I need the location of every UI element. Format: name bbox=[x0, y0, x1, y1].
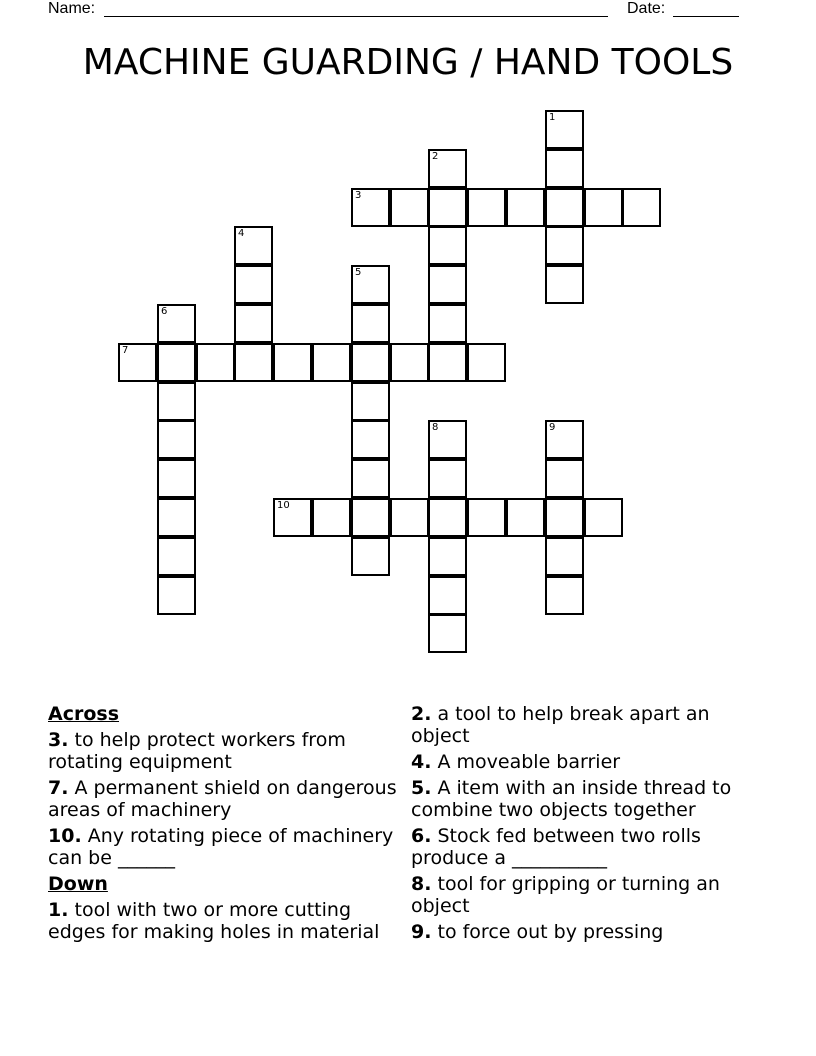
clue-item bbox=[411, 825, 766, 869]
clue-item-text: A permanent shield on dangerous areas of machinery bbox=[48, 777, 397, 821]
grid-cell[interactable] bbox=[506, 188, 545, 227]
grid-cell[interactable] bbox=[234, 304, 273, 343]
grid-cell[interactable] bbox=[545, 576, 584, 615]
name-label: Name: bbox=[48, 0, 96, 17]
grid-cell[interactable] bbox=[157, 576, 196, 615]
clue-item bbox=[411, 751, 766, 773]
clue-item bbox=[48, 777, 403, 821]
grid-cell[interactable] bbox=[545, 537, 584, 576]
clue-item bbox=[411, 777, 766, 821]
clue-item-text: to force out by pressing bbox=[431, 921, 664, 943]
grid-cell[interactable] bbox=[545, 110, 584, 149]
grid-cell[interactable] bbox=[157, 343, 196, 382]
clue-item-text: Stock fed between two rolls produce a __________ bbox=[411, 825, 701, 869]
grid-cell[interactable] bbox=[545, 420, 584, 459]
clue-item bbox=[48, 729, 403, 773]
clue-item-number: 2. bbox=[411, 703, 432, 725]
clue-item-number: 4. bbox=[411, 751, 432, 773]
clue-item-text: tool for gripping or turning an object bbox=[411, 873, 720, 917]
grid-cell[interactable] bbox=[351, 537, 390, 576]
clue-item-number: 6. bbox=[411, 825, 432, 847]
grid-cell[interactable] bbox=[506, 498, 545, 537]
grid-cell[interactable] bbox=[584, 498, 623, 537]
grid-cell[interactable] bbox=[467, 343, 506, 382]
grid-cell[interactable] bbox=[157, 498, 196, 537]
grid-cell[interactable] bbox=[428, 226, 467, 265]
clues-left-column bbox=[48, 703, 403, 947]
grid-cell[interactable] bbox=[351, 188, 390, 227]
clue-item-text: A item with an inside thread to combine two objects together bbox=[411, 777, 732, 821]
grid-cell[interactable] bbox=[312, 343, 351, 382]
clue-item-number: 5. bbox=[411, 777, 432, 799]
name-input-line[interactable] bbox=[104, 16, 608, 17]
clue-item-number: 7. bbox=[48, 777, 69, 799]
clue-item-number: 10. bbox=[48, 825, 82, 847]
across-heading: Across bbox=[48, 703, 120, 725]
clue-number: 4 bbox=[238, 228, 245, 239]
grid-cell[interactable] bbox=[428, 304, 467, 343]
grid-cell[interactable] bbox=[234, 343, 273, 382]
clue-number: 8 bbox=[432, 422, 439, 433]
clue-item-text: A moveable barrier bbox=[431, 751, 621, 773]
grid-cell[interactable] bbox=[622, 188, 661, 227]
grid-cell[interactable] bbox=[351, 304, 390, 343]
grid-cell[interactable] bbox=[390, 343, 429, 382]
clue-number: 10 bbox=[277, 500, 290, 511]
clue-number: 2 bbox=[432, 151, 439, 162]
grid-cell[interactable] bbox=[428, 265, 467, 304]
clue-item-text: Any rotating piece of machinery can be ______ bbox=[48, 825, 394, 869]
grid-cell[interactable] bbox=[545, 459, 584, 498]
date-label: Date: bbox=[627, 0, 666, 17]
clue-item-number: 8. bbox=[411, 873, 432, 895]
clue-item bbox=[48, 899, 403, 943]
grid-cell[interactable] bbox=[351, 343, 390, 382]
grid-cell[interactable] bbox=[545, 149, 584, 188]
clues-right-column bbox=[411, 703, 766, 947]
grid-cell[interactable] bbox=[234, 226, 273, 265]
clue-item-text: tool with two or more cutting edges for making holes in material bbox=[48, 899, 380, 943]
grid-cell[interactable] bbox=[157, 304, 196, 343]
grid-cell[interactable] bbox=[157, 537, 196, 576]
grid-cell[interactable] bbox=[351, 382, 390, 421]
grid-cell[interactable] bbox=[118, 343, 157, 382]
grid-cell[interactable] bbox=[428, 149, 467, 188]
grid-cell[interactable] bbox=[545, 226, 584, 265]
grid-cell[interactable] bbox=[428, 576, 467, 615]
clue-item-text: a tool to help break apart an object bbox=[411, 703, 710, 747]
clue-item bbox=[411, 873, 766, 917]
clue-item-number: 9. bbox=[411, 921, 432, 943]
clue-item bbox=[411, 703, 766, 747]
grid-cell[interactable] bbox=[428, 459, 467, 498]
grid-cell[interactable] bbox=[428, 343, 467, 382]
clue-item bbox=[411, 921, 766, 943]
grid-cell[interactable] bbox=[157, 382, 196, 421]
grid-cell[interactable] bbox=[390, 498, 429, 537]
clue-number: 9 bbox=[549, 422, 556, 433]
grid-cell[interactable] bbox=[351, 459, 390, 498]
grid-cell[interactable] bbox=[351, 420, 390, 459]
clue-number: 7 bbox=[122, 345, 129, 356]
grid-cell[interactable] bbox=[196, 343, 235, 382]
clue-number: 6 bbox=[161, 306, 168, 317]
clue-item-number: 3. bbox=[48, 729, 69, 751]
clue-item bbox=[48, 825, 403, 869]
down-heading: Down bbox=[48, 873, 108, 895]
clue-item-number: 1. bbox=[48, 899, 69, 921]
grid-cell[interactable] bbox=[428, 498, 467, 537]
grid-cell[interactable] bbox=[234, 265, 273, 304]
grid-cell[interactable] bbox=[428, 614, 467, 653]
grid-cell[interactable] bbox=[273, 343, 312, 382]
grid-cell[interactable] bbox=[390, 188, 429, 227]
puzzle-title: MACHINE GUARDING / HAND TOOLS bbox=[82, 42, 734, 83]
grid-cell[interactable] bbox=[545, 265, 584, 304]
grid-cell[interactable] bbox=[545, 188, 584, 227]
grid-cell[interactable] bbox=[467, 188, 506, 227]
grid-cell[interactable] bbox=[273, 498, 312, 537]
grid-cell[interactable] bbox=[545, 498, 584, 537]
clue-item-text: to help protect workers from rotating equipment bbox=[48, 729, 346, 773]
grid-cell[interactable] bbox=[428, 537, 467, 576]
clue-number: 3 bbox=[355, 190, 362, 201]
clue-number: 1 bbox=[549, 112, 556, 123]
grid-cell[interactable] bbox=[351, 498, 390, 537]
grid-cell[interactable] bbox=[157, 459, 196, 498]
grid-cell[interactable] bbox=[157, 420, 196, 459]
date-input-line[interactable] bbox=[673, 16, 739, 17]
grid-cell[interactable] bbox=[584, 188, 623, 227]
grid-cell[interactable] bbox=[351, 265, 390, 304]
clue-number: 5 bbox=[355, 267, 362, 278]
grid-cell[interactable] bbox=[467, 498, 506, 537]
header bbox=[48, 0, 748, 20]
grid-cell[interactable] bbox=[428, 420, 467, 459]
grid-cell[interactable] bbox=[312, 498, 351, 537]
grid-cell[interactable] bbox=[428, 188, 467, 227]
